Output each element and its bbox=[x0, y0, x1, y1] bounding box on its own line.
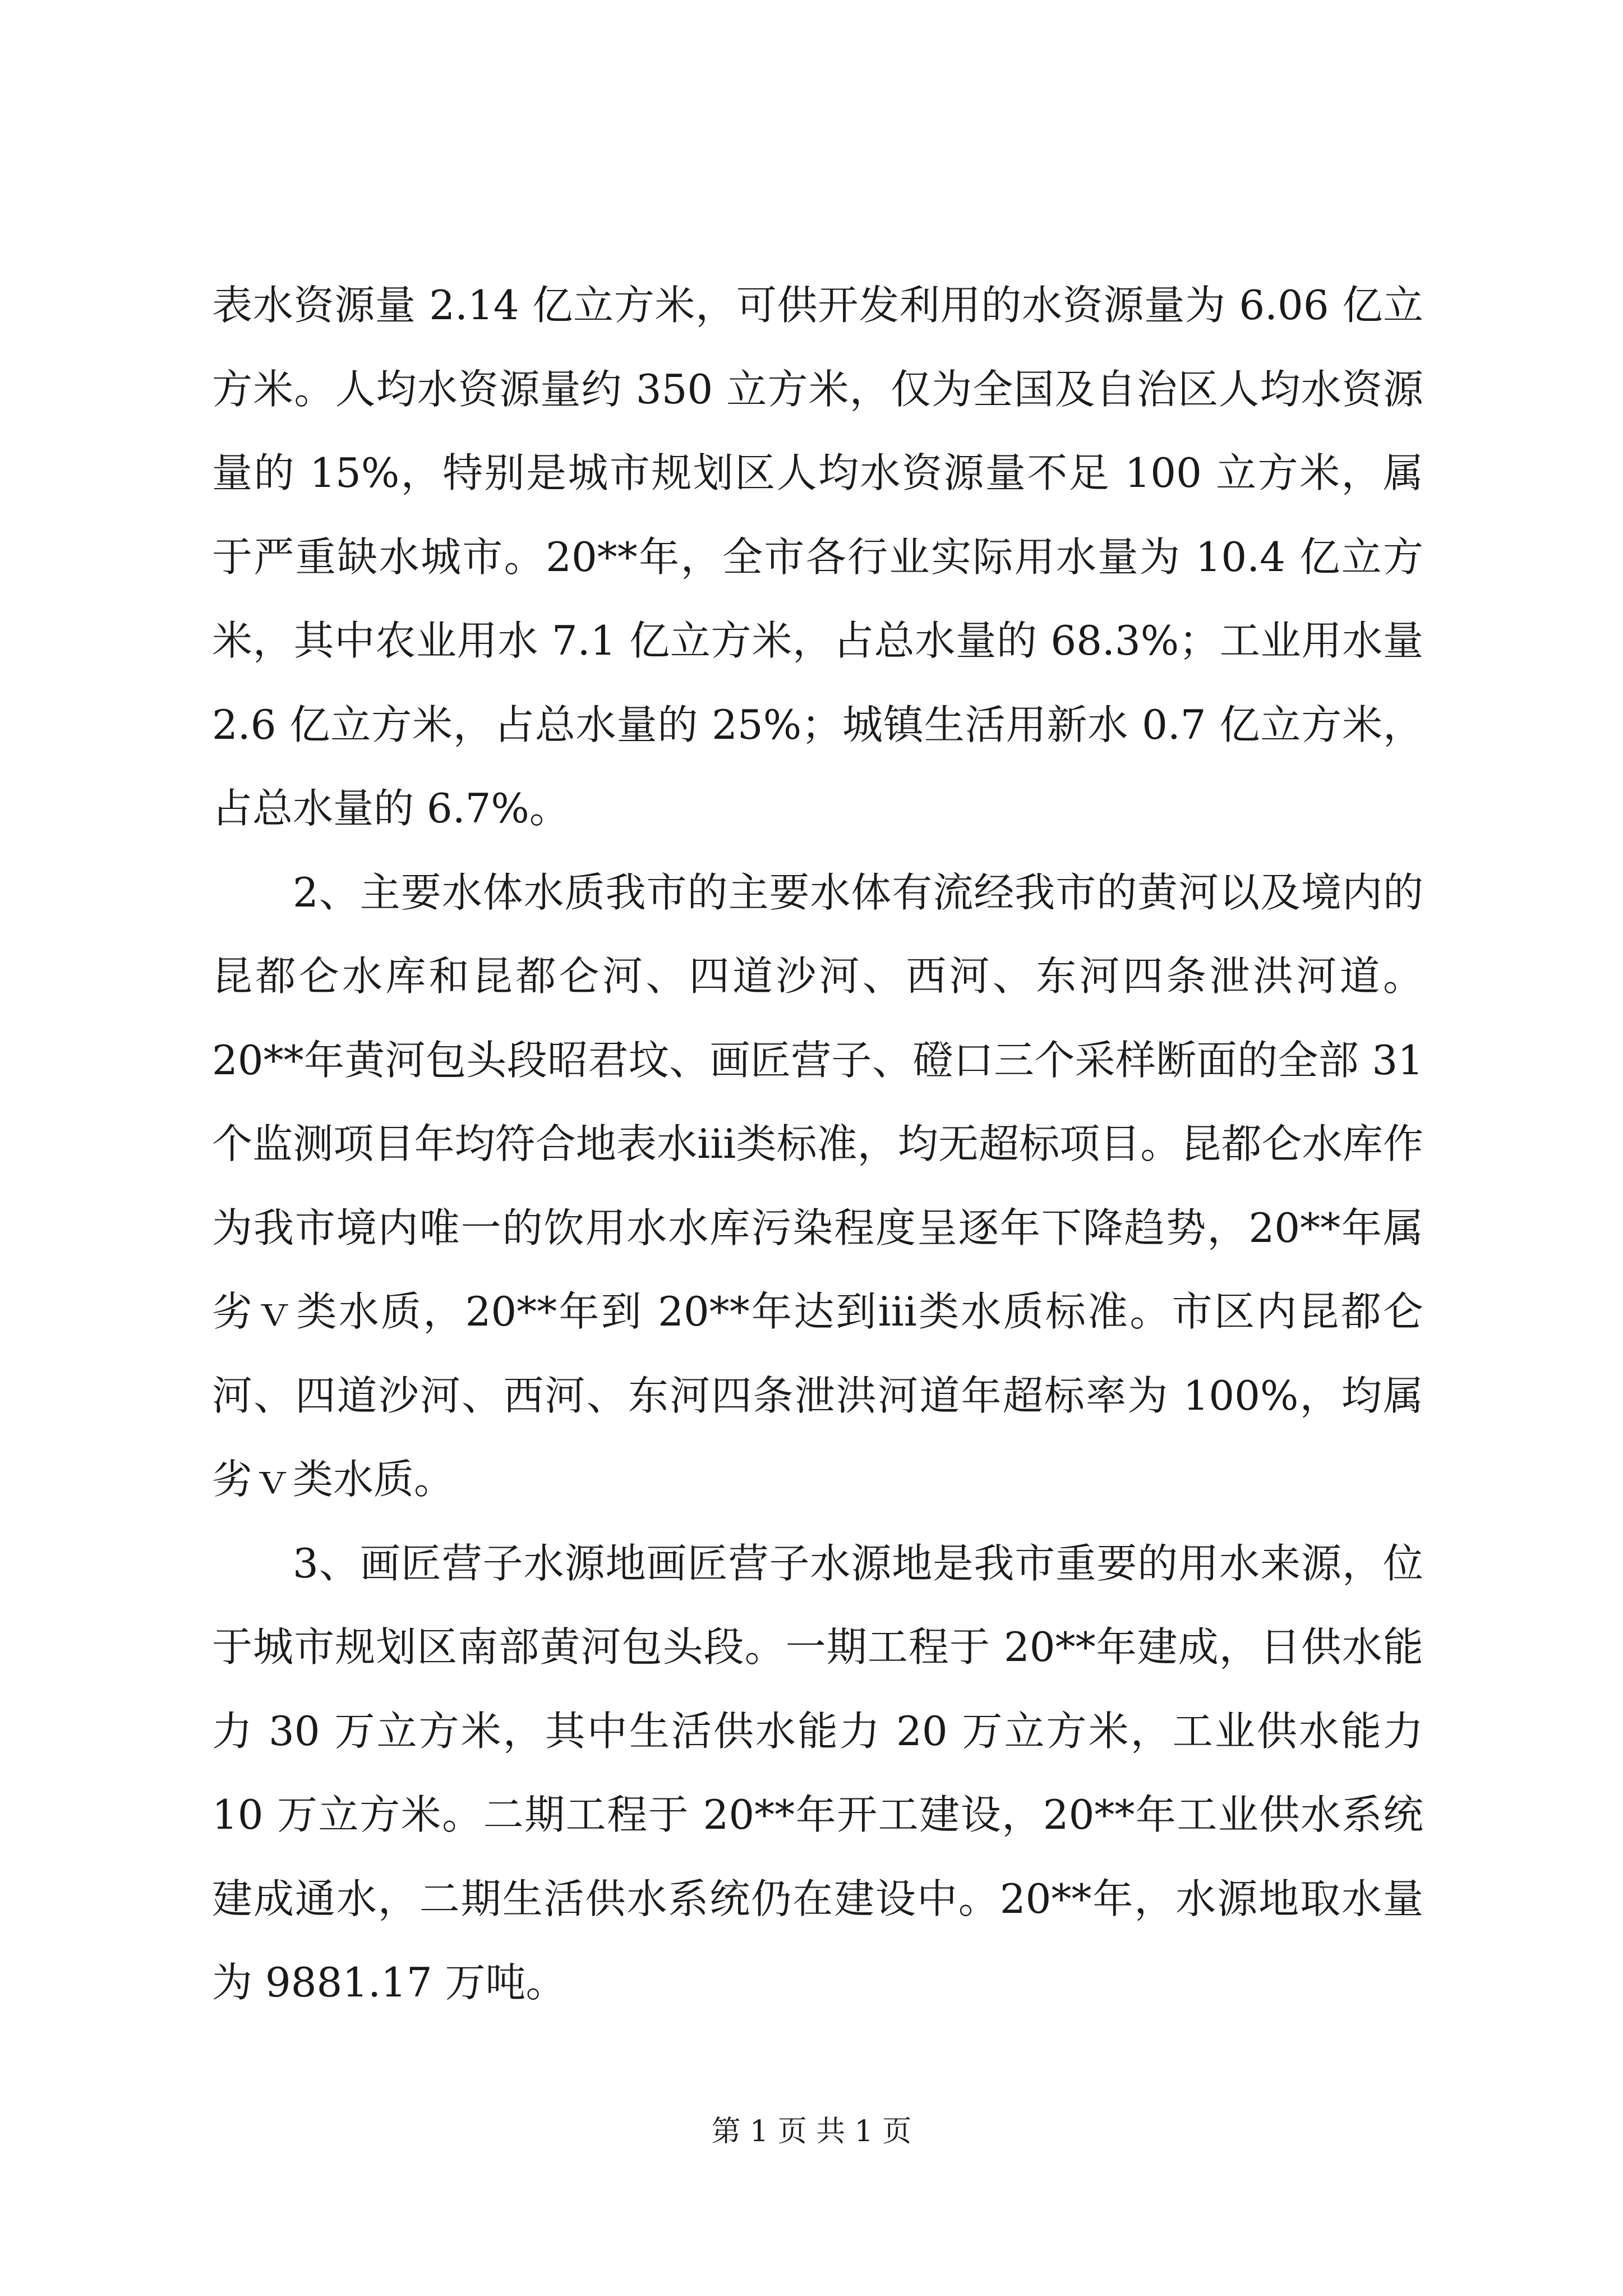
document-body bbox=[212, 264, 1423, 2025]
paragraph-water-resources: 表水资源量 2.14 亿立方米，可供开发利用的水资源量为 6.06 亿立方米。人均水资源量约 350 立方米，仅为全国及自治区人均水资源量的 15%，特别是城市规划区人均水资源量不足 100 立方米，属于严重缺水城市。20**年，全市各行业实际用水量为 10.4 亿立方米，其中农业用水 7.1 亿立方米，占总水量的 68.3%；工业用水量 2.6 亿立方米，占总水量的 25%；城镇生活用新水 0.7 亿立方米，占总水量的 6.7%。 bbox=[212, 282, 1423, 832]
page-footer: 第 1 页 共 1 页 bbox=[711, 2115, 912, 2148]
paragraph-water-quality: 2、主要水体水质我市的主要水体有流经我市的黄河以及境内的昆都仑水库和昆都仑河、四道沙河、西河、东河四条泄洪河道。20**年黄河包头段昭君坟、画匠营子、磴口三个采样断面的全部 31 个监测项目年均符合地表水iii类标准，均无超标项目。昆都仑水库作为我市境内唯一的饮用水水库污染程度呈逐年下降趋势，20**年属劣ｖ类水质，20**年到 20**年达到iii类水质标准。市区内昆都仑河、四道沙河、西河、东河四条泄洪河道年超标率为 100%，均属劣ｖ类水质。 bbox=[212, 868, 1423, 1503]
paragraph-water-source: 3、画匠营子水源地画匠营子水源地是我市重要的用水来源，位于城市规划区南部黄河包头段。一期工程于 20**年建成，日供水能力 30 万立方米，其中生活供水能力 20 万立方米，工业供水能力 10 万立方米。二期工程于 20**年开工建设，20**年工业供水系统建成通水，二期生活供水系统仍在建设中。20**年，水源地取水量为 9881.17 万吨。 bbox=[212, 1539, 1423, 2006]
